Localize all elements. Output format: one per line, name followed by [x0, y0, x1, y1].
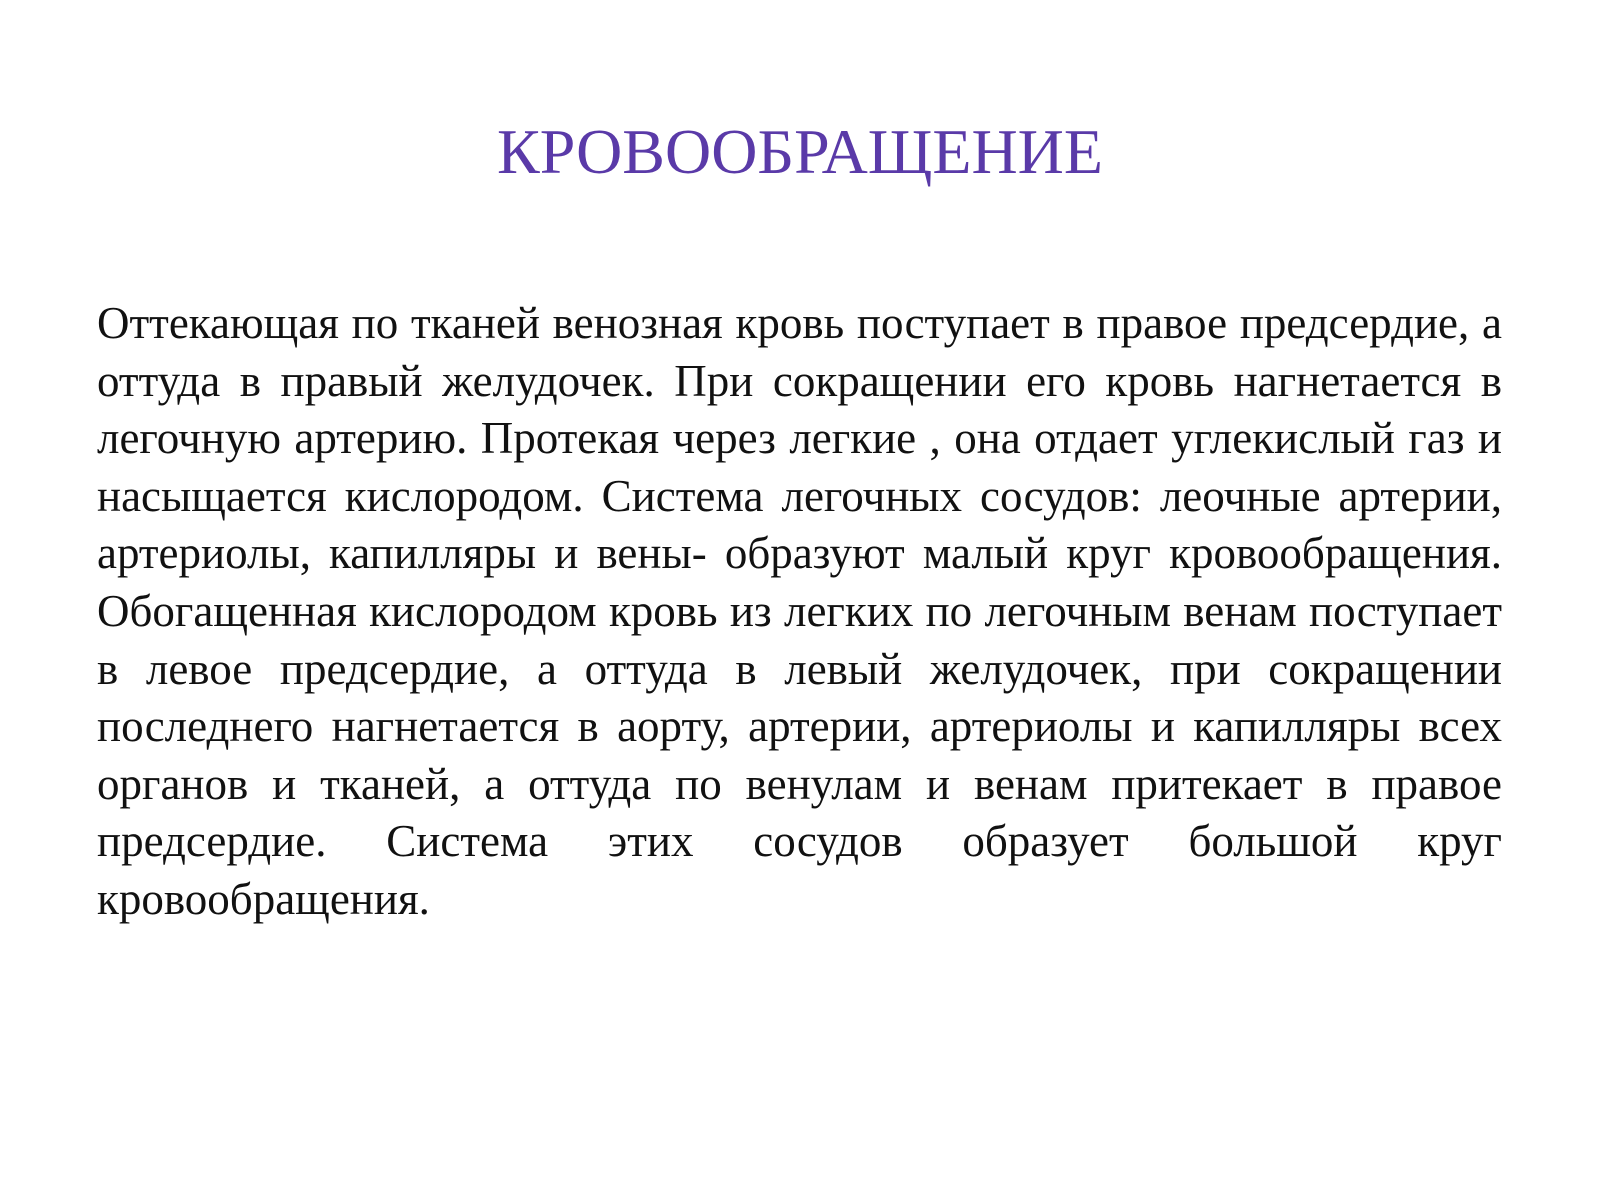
slide-body-text: Оттекающая по тканей венозная кровь поступает в правое предсердие, а оттуда в правый желудочек. При сокращении его кровь нагнетается в легочную артерию. Протекая через легкие , она отдает углекислый газ и насыщается кислородом. Система легочных сосудов: леочные артерии, артериолы, капилляры и вены- образуют малый круг кровообращения. Обогащенная кислородом кровь из легких по легочным венам поступает в левое предсердие, а оттуда в левый желудочек, при сокращении последнего нагнетается в аорту, артерии, артериолы и капилляры всех органов и тканей, а оттуда по венулам и венам притекает в правое предсердие. Система этих сосудов образует большой круг кровообращения.: [97, 298, 1502, 924]
slide-title: КРОВООБРАЩЕНИЕ: [497, 116, 1103, 187]
